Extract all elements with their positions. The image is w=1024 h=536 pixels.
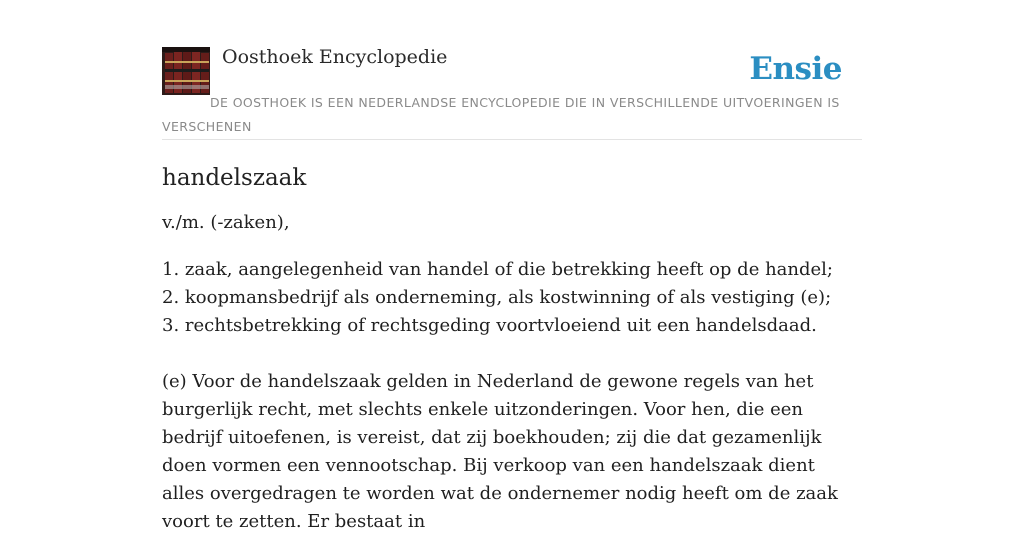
entry-note: (e) Voor de handelszaak gelden in Nederland de gewone regels van het burgerlijk recht, met slechts enkele uitzonderingen. Voor hen, die een bedrijf uitoefenen, is vereist, dat zij boekhouden; zij die dat gezamenlijk doen vormen een vennootschap. Bij verkoop van een handelszaak dient alles overgedragen te worden wat de ondernemer nodig heeft om de zaak voort te zetten. Er bestaat in bbox=[162, 371, 838, 532]
entry-meanings bbox=[162, 256, 872, 340]
meaning-item: 2. koopmansbedrijf als onderneming, als kostwinning of als vestiging (e); bbox=[162, 287, 832, 308]
entry-word: handelszaak bbox=[162, 165, 307, 191]
encyclopedia-books-icon bbox=[162, 47, 210, 95]
source-header bbox=[162, 40, 862, 140]
meaning-item: 3. rechtsbetrekking of rechtsgeding voortvloeiend uit een handelsdaad. bbox=[162, 315, 817, 336]
ensie-logo[interactable]: Ensie bbox=[749, 51, 842, 87]
source-title[interactable]: Oosthoek Encyclopedie bbox=[222, 46, 448, 68]
meaning-item: 1. zaak, aangelegenheid van handel of die betrekking heeft op de handel; bbox=[162, 259, 833, 280]
entry-content bbox=[162, 160, 872, 536]
source-avatar[interactable] bbox=[162, 47, 210, 95]
entry-grammar: v./m. (-zaken), bbox=[162, 212, 290, 233]
source-description: DE OOSTHOEK IS EEN NEDERLANDSE ENCYCLOPEDIE DIE IN VERSCHILLENDE UITVOERINGEN IS VERSCHENEN bbox=[162, 95, 840, 134]
